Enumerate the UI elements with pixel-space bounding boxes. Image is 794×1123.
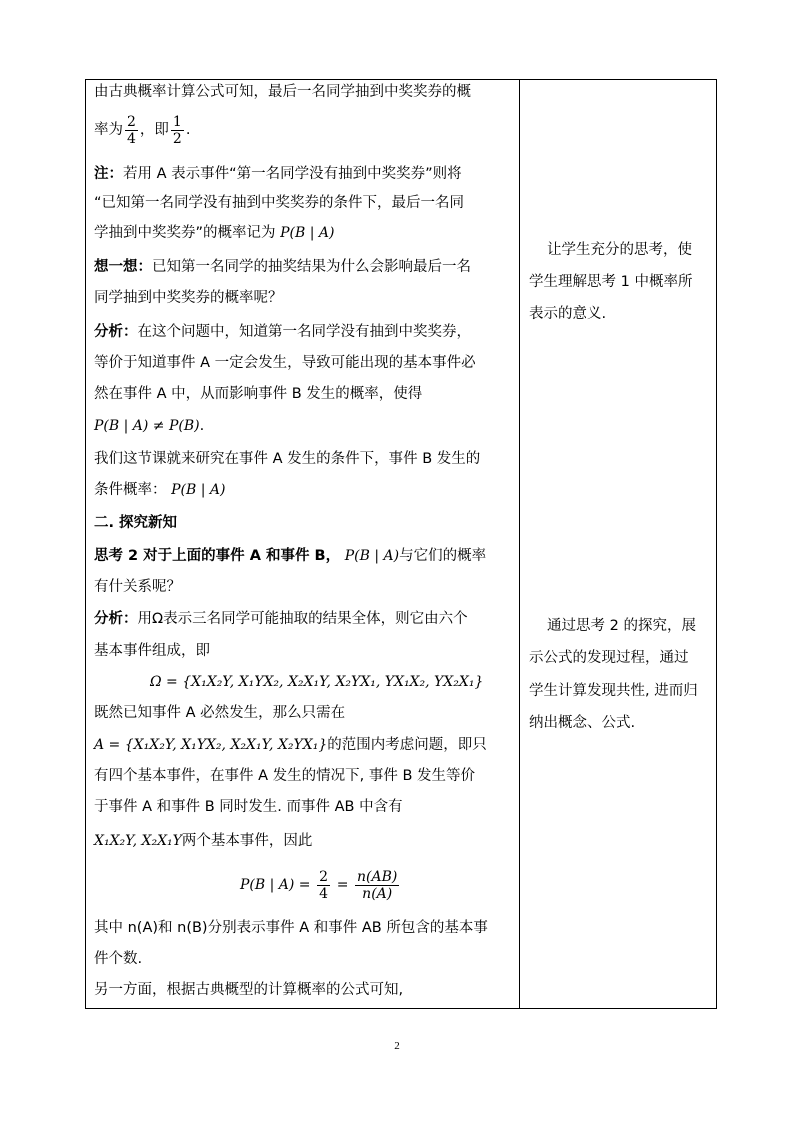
fraction <box>171 114 184 147</box>
label: 注： <box>94 166 123 182</box>
text-line <box>94 416 204 436</box>
text: 用Ω表示三名同学可能抽取的结果全体，则它由六个 <box>137 611 468 627</box>
text-line <box>94 82 471 102</box>
text-line: 示公式的发现过程，通过 <box>529 650 689 666</box>
label: 想一想： <box>94 259 152 275</box>
text-line <box>94 223 334 243</box>
text-line <box>94 322 471 342</box>
text: 既然已知事件 A 必然发生，那么只需在 <box>94 705 346 721</box>
denominator: 2 <box>172 130 182 147</box>
denominator: 4 <box>319 885 329 902</box>
text-line: 让学生充分的思考，使 <box>547 242 692 258</box>
text: 思考 2 对于上面的事件 A 和事件 B， <box>94 548 341 564</box>
equation <box>150 672 483 692</box>
text-line <box>94 288 283 308</box>
text-line <box>94 257 471 277</box>
column-divider <box>519 80 520 1008</box>
text: . <box>185 122 191 138</box>
text-line <box>94 918 488 938</box>
text-line <box>94 980 403 1000</box>
text-line <box>94 766 475 786</box>
math-expression: X₁X₂Y, X₂X₁Y <box>94 833 182 849</box>
text-line: 学生理解思考 1 中概率所 <box>529 274 693 290</box>
text: 在这个问题中，知道第一名同学没有抽到中奖奖券， <box>137 324 471 340</box>
text-line: 纳出概念、公式. <box>529 715 636 731</box>
numerator: 1 <box>172 113 182 130</box>
text: 与它们的概率 <box>399 548 487 564</box>
numerator: n(AB) <box>357 868 398 885</box>
numerator: 2 <box>319 868 329 885</box>
text: ，即 <box>139 122 169 138</box>
math-expression: Ω = {X₁X₂Y, X₁YX₂, X₂X₁Y, X₂YX₁, YX₁X₂, YX₂X₁} <box>150 674 484 690</box>
text-line <box>94 797 403 817</box>
text: 已知第一名同学的抽奖结果为什么会影响最后一名 <box>152 259 471 275</box>
text-line <box>94 193 464 213</box>
text-line: 通过思考 2 的探究，展 <box>547 618 696 634</box>
label: 分析： <box>94 324 138 340</box>
text: 条件概率： <box>94 482 167 498</box>
text-line <box>94 546 486 566</box>
text: 有四个基本事件，在事件 A 发生的情况下, 事件 B 发生等价 <box>94 768 476 784</box>
text-line <box>94 480 225 500</box>
text: 基本事件组成，即 <box>94 643 210 659</box>
math-expression: A = {X₁X₂Y, X₁YX₂, X₂X₁Y, X₂YX₁} <box>94 737 328 753</box>
page-number: 2 <box>394 1040 400 1052</box>
text: 等价于知道事件 A 一定会发生，导致可能出现的基本事件必 <box>94 355 476 371</box>
text: 我们这节课就来研究在事件 A 发生的条件下，事件 B 发生的 <box>94 451 481 467</box>
text: 其中 n(A)和 n(B)分别表示事件 A 和事件 AB 所包含的基本事 <box>94 920 488 936</box>
text: 件个数. <box>94 951 143 967</box>
math-expression: P(B | A) <box>344 548 400 564</box>
math-expression: P(B | A) <box>280 225 335 241</box>
text-line <box>94 831 312 851</box>
text-line <box>94 353 476 373</box>
text-line <box>94 949 142 969</box>
text-line <box>94 577 181 597</box>
text-line <box>94 164 462 184</box>
text-line: 学生计算发现共性, 进而归 <box>529 683 698 699</box>
text-line <box>94 609 468 629</box>
text: 若用 A 表示事件“第一名同学没有抽到中奖奖券”则将 <box>123 166 462 182</box>
text-line: 表示的意义. <box>529 306 607 322</box>
text: 由古典概率计算公式可知，最后一名同学抽到中奖奖券的概 <box>94 84 471 100</box>
denominator: 4 <box>127 130 136 147</box>
text-line <box>94 735 487 755</box>
math-expression: = <box>336 877 349 893</box>
lesson-table <box>85 79 717 1009</box>
text: 另一方面，根据古典概型的计算概率的公式可知, <box>94 982 404 998</box>
text: 于事件 A 和事件 B 同时发生. 而事件 AB 中含有 <box>94 799 403 815</box>
math-expression: P(B | A) <box>171 482 226 498</box>
equation <box>240 865 401 905</box>
label: 分析： <box>94 611 138 627</box>
text-line <box>94 449 480 469</box>
fraction <box>125 114 138 147</box>
text: 然在事件 A 中，从而影响事件 B 发生的概率，使得 <box>94 386 423 402</box>
text: 率为 <box>94 122 123 138</box>
text-line <box>94 703 345 723</box>
text-line <box>94 384 422 404</box>
text: 的范围内考虑问题，即只 <box>327 737 487 753</box>
math-expression: P(B | A) = <box>240 877 311 893</box>
text-line <box>94 110 190 150</box>
denominator: n(A) <box>362 885 393 902</box>
text: 学抽到中奖奖券”的概率记为 <box>94 225 276 241</box>
text: 两个基本事件，因此 <box>181 833 313 849</box>
text-line <box>94 641 210 661</box>
section-heading: 二. 探究新知 <box>94 515 178 531</box>
text: 同学抽到中奖奖券的概率呢？ <box>94 290 283 306</box>
text: “已知第一名同学没有抽到中奖奖券的条件下，最后一名同 <box>94 195 465 211</box>
numerator: 2 <box>127 113 136 130</box>
math-expression: P(B | A) ≠ P(B) <box>94 418 200 434</box>
text: . <box>199 418 205 434</box>
fraction <box>355 869 399 902</box>
text: 有什关系呢？ <box>94 579 181 595</box>
fraction <box>317 869 330 902</box>
